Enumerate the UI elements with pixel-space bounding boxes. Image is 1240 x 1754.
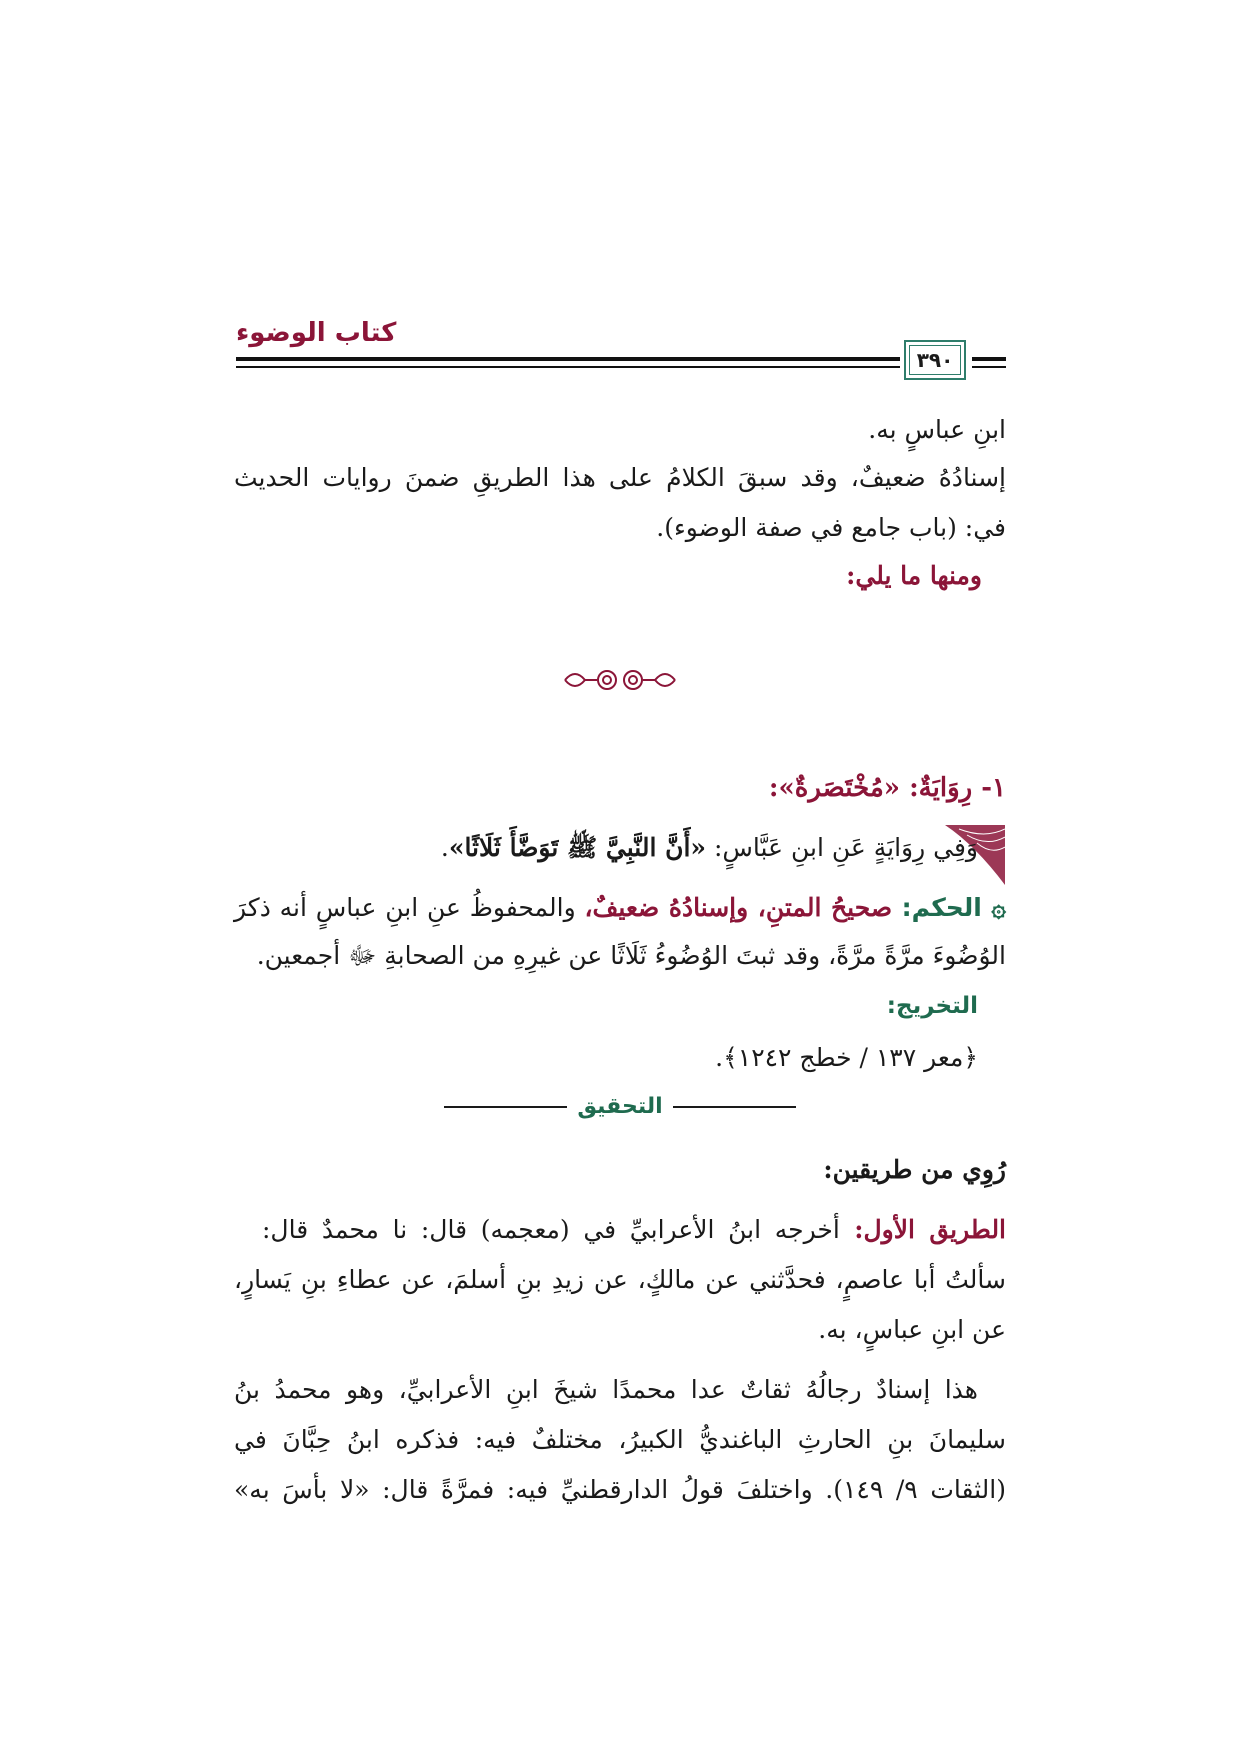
hukm-rest: والمحفوظُ عنِ ابنِ عباسٍ أنه ذكرَ	[234, 893, 585, 922]
riwaya-period: .	[440, 833, 449, 862]
riwaya-text	[441, 830, 978, 866]
p2-line-2: سليمانَ بنِ الحارثِ الباغنديُّ الكبيرُ، مختلفٌ فيه: فذكره ابنُ حِبَّانَ في	[234, 1425, 1006, 1454]
ruwiya-line: رُوِي من طريقين:	[823, 1155, 1006, 1184]
tariq1-line-2: سألتُ أبا عاصمٍ، فحدَّثني عن مالكٍ، عن زيدِ بنِ أسلمَ، عن عطاءِ بنِ يَسارٍ،	[234, 1265, 1006, 1294]
header-rule-thick	[236, 357, 1006, 361]
tariq1-label: الطريق الأول:	[839, 1215, 1007, 1244]
header-rule-thin	[236, 366, 1006, 368]
hukm-value: صحيحُ المتنِ، وإسنادُهُ ضعيفٌ،	[584, 893, 893, 922]
riwaya-text-intro: وَفِي رِوَايَةٍ عَنِ ابنِ عَبَّاسٍ:	[706, 833, 978, 862]
text-line: في: (باب جامع في صفة الوضوء).	[656, 513, 1006, 542]
takhrij-label: التخريج:	[886, 993, 978, 1019]
hukm-line	[234, 890, 1006, 926]
hukm-label: ۞ الحكم:	[892, 893, 1007, 922]
floral-ornament-icon	[555, 660, 685, 700]
page-number-frame	[904, 340, 966, 380]
takhrij-value: ﴿معر ١٣٧ / خطج ١٢٤٢﴾.	[715, 1043, 978, 1072]
tahqiq-label: التحقيق	[567, 1094, 672, 1119]
p2-line-3: (الثقات ٩/ ١٤٩). واختلفَ قولُ الدارقطنيِّ فيه: فمرَّةً قال: «لا بأسَ به»	[234, 1475, 1006, 1504]
tariq1-text: أخرجه ابنُ الأعرابيِّ في (معجمه) قال: نا محمدٌ قال:	[262, 1215, 840, 1244]
page-number: ٣٩٠	[909, 345, 961, 375]
tahqiq-divider	[444, 1092, 796, 1122]
p2-line-1: هذا إسنادٌ رجالُهُ ثقاتٌ عدا محمدًا شيخَ ابنِ الأعرابيِّ، وهو محمدُ بنُ	[234, 1375, 978, 1404]
riwaya-heading: ١- رِوَايَةٌ: «مُخْتَصَرةٌ»:	[768, 773, 1006, 803]
tariq1-line-3: عن ابنِ عباسٍ، به.	[818, 1315, 1006, 1344]
text-line: ابنِ عباسٍ به.	[868, 415, 1006, 444]
text-line: إسنادُهُ ضعيفٌ، وقد سبقَ الكلامُ على هذا الطريقِ ضمنَ روايات الحديث	[234, 463, 1006, 492]
book-title: كتاب الوضوء	[236, 318, 397, 348]
hukm-line-2: الوُضُوءَ مرَّةً مرَّةً، وقد ثبتَ الوُضُوءُ ثَلَاثًا عن غيرِهِ من الصحابةِ ﷻ أجمعين.	[256, 941, 1006, 970]
tariq1-line-1	[262, 1212, 1006, 1248]
riwaya-hadith: «أَنَّ النَّبِيَّ ﷺ تَوَضَّأَ ثَلَاثًا»	[448, 833, 707, 862]
section-lead: ومنها ما يلي:	[846, 561, 982, 590]
